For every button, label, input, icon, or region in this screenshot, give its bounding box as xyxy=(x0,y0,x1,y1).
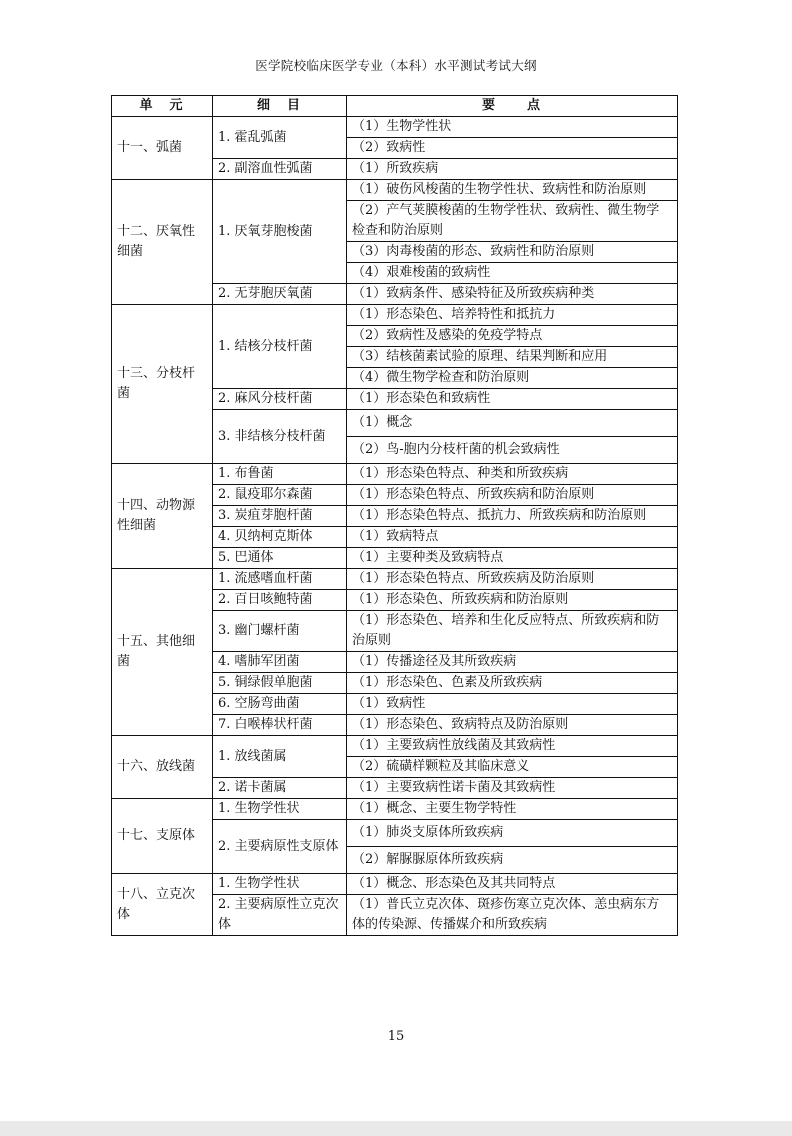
point-cell: （1）形态染色、致病特点及防治原则 xyxy=(347,715,678,736)
point-cell: （1）致病条件、感染特征及所致疾病种类 xyxy=(347,284,678,305)
unit-cell: 十一、弧菌 xyxy=(112,117,213,180)
point-cell: （2）硫磺样颗粒及其临床意义 xyxy=(347,757,678,778)
column-header-unit: 单 元 xyxy=(112,96,213,117)
point-cell: （1）形态染色特点、种类和所致疾病 xyxy=(347,464,678,485)
item-cell: 6. 空肠弯曲菌 xyxy=(213,694,347,715)
point-cell: （1）致病性 xyxy=(347,694,678,715)
table-row xyxy=(112,569,678,590)
table-row xyxy=(112,464,678,485)
column-header-points: 要 点 xyxy=(347,96,678,117)
item-cell: 3. 非结核分枝杆菌 xyxy=(213,410,347,464)
table-row xyxy=(112,736,678,757)
point-cell: （1）普氏立克次体、斑疹伤寒立克次体、恙虫病东方体的传染源、传播媒介和所致疾病 xyxy=(347,895,678,936)
item-cell: 2. 主要病原性立克次体 xyxy=(213,895,347,936)
item-cell: 2. 鼠疫耶尔森菌 xyxy=(213,485,347,506)
table-row xyxy=(112,874,678,895)
table-row xyxy=(112,799,678,820)
viewer-bottom-bar xyxy=(0,1121,792,1136)
item-cell: 1. 布鲁菌 xyxy=(213,464,347,485)
point-cell: （1）形态染色、培养特性和抵抗力 xyxy=(347,305,678,326)
item-cell: 2. 无芽胞厌氧菌 xyxy=(213,284,347,305)
item-cell: 1. 流感嗜血杆菌 xyxy=(213,569,347,590)
point-cell: （2）解脲脲原体所致疾病 xyxy=(347,847,678,874)
point-cell: （1）形态染色特点、所致疾病和防治原则 xyxy=(347,485,678,506)
item-cell: 2. 诺卡菌属 xyxy=(213,778,347,799)
point-cell: （2）产气荚膜梭菌的生物学性状、致病性、微生物学检查和防治原则 xyxy=(347,201,678,242)
item-cell: 3. 幽门螺杆菌 xyxy=(213,611,347,652)
point-cell: （1）形态染色特点、抵抗力、所致疾病和防治原则 xyxy=(347,506,678,527)
item-cell: 1. 结核分枝杆菌 xyxy=(213,305,347,389)
point-cell: （1）概念、主要生物学特性 xyxy=(347,799,678,820)
item-cell: 5. 巴通体 xyxy=(213,548,347,569)
page-number: 15 xyxy=(387,1029,405,1044)
unit-cell: 十四、动物源性细菌 xyxy=(112,464,213,569)
point-cell: （1）形态染色、色素及所致疾病 xyxy=(347,673,678,694)
item-cell: 1. 生物学性状 xyxy=(213,799,347,820)
point-cell: （1）形态染色和致病性 xyxy=(347,389,678,410)
point-cell: （2）致病性及感染的免疫学特点 xyxy=(347,326,678,347)
point-cell: （1）主要致病性放线菌及其致病性 xyxy=(347,736,678,757)
item-cell: 2. 麻风分枝杆菌 xyxy=(213,389,347,410)
point-cell: （1）生物学性状 xyxy=(347,117,678,138)
point-cell: （1）概念 xyxy=(347,410,678,437)
point-cell: （1）所致疾病 xyxy=(347,159,678,180)
point-cell: （3）结核菌素试验的原理、结果判断和应用 xyxy=(347,347,678,368)
table-row xyxy=(112,180,678,201)
item-cell: 2. 主要病原性支原体 xyxy=(213,820,347,874)
item-cell: 1. 厌氧芽胞梭菌 xyxy=(213,180,347,284)
point-cell: （3）肉毒梭菌的形态、致病性和防治原则 xyxy=(347,242,678,263)
item-cell: 2. 副溶血性弧菌 xyxy=(213,159,347,180)
table-body xyxy=(112,117,678,936)
point-cell: （1）形态染色特点、所致疾病及防治原则 xyxy=(347,569,678,590)
item-cell: 5. 铜绿假单胞菌 xyxy=(213,673,347,694)
table-row xyxy=(112,117,678,138)
column-header-item: 细 目 xyxy=(213,96,347,117)
point-cell: （2）鸟-胞内分枝杆菌的机会致病性 xyxy=(347,437,678,464)
point-cell: （4）微生物学检查和防治原则 xyxy=(347,368,678,389)
point-cell: （1）肺炎支原体所致疾病 xyxy=(347,820,678,847)
unit-cell: 十七、支原体 xyxy=(112,799,213,874)
point-cell: （1）主要种类及致病特点 xyxy=(347,548,678,569)
item-cell: 2. 百日咳鲍特菌 xyxy=(213,590,347,611)
unit-cell: 十五、其他细菌 xyxy=(112,569,213,736)
unit-cell: 十二、厌氧性细菌 xyxy=(112,180,213,305)
item-cell: 1. 生物学性状 xyxy=(213,874,347,895)
item-cell: 1. 霍乱弧菌 xyxy=(213,117,347,159)
syllabus-table xyxy=(111,95,678,936)
item-cell: 1. 放线菌属 xyxy=(213,736,347,778)
page-header: 医学院校临床医学专业（本科）水平测试考试大纲 xyxy=(255,58,537,73)
item-cell: 4. 嗜肺军团菌 xyxy=(213,652,347,673)
item-cell: 4. 贝纳柯克斯体 xyxy=(213,527,347,548)
point-cell: （4）艰难梭菌的致病性 xyxy=(347,263,678,284)
point-cell: （1）形态染色、所致疾病和防治原则 xyxy=(347,590,678,611)
point-cell: （1）概念、形态染色及其共同特点 xyxy=(347,874,678,895)
point-cell: （1）致病特点 xyxy=(347,527,678,548)
item-cell: 7. 白喉棒状杆菌 xyxy=(213,715,347,736)
item-cell: 3. 炭疽芽胞杆菌 xyxy=(213,506,347,527)
point-cell: （1）形态染色、培养和生化反应特点、所致疾病和防治原则 xyxy=(347,611,678,652)
point-cell: （1）破伤风梭菌的生物学性状、致病性和防治原则 xyxy=(347,180,678,201)
unit-cell: 十八、立克次体 xyxy=(112,874,213,936)
unit-cell: 十三、分枝杆菌 xyxy=(112,305,213,464)
point-cell: （1）主要致病性诺卡菌及其致病性 xyxy=(347,778,678,799)
point-cell: （1）传播途径及其所致疾病 xyxy=(347,652,678,673)
table-row xyxy=(112,305,678,326)
table-header-row xyxy=(112,96,678,117)
unit-cell: 十六、放线菌 xyxy=(112,736,213,799)
point-cell: （2）致病性 xyxy=(347,138,678,159)
